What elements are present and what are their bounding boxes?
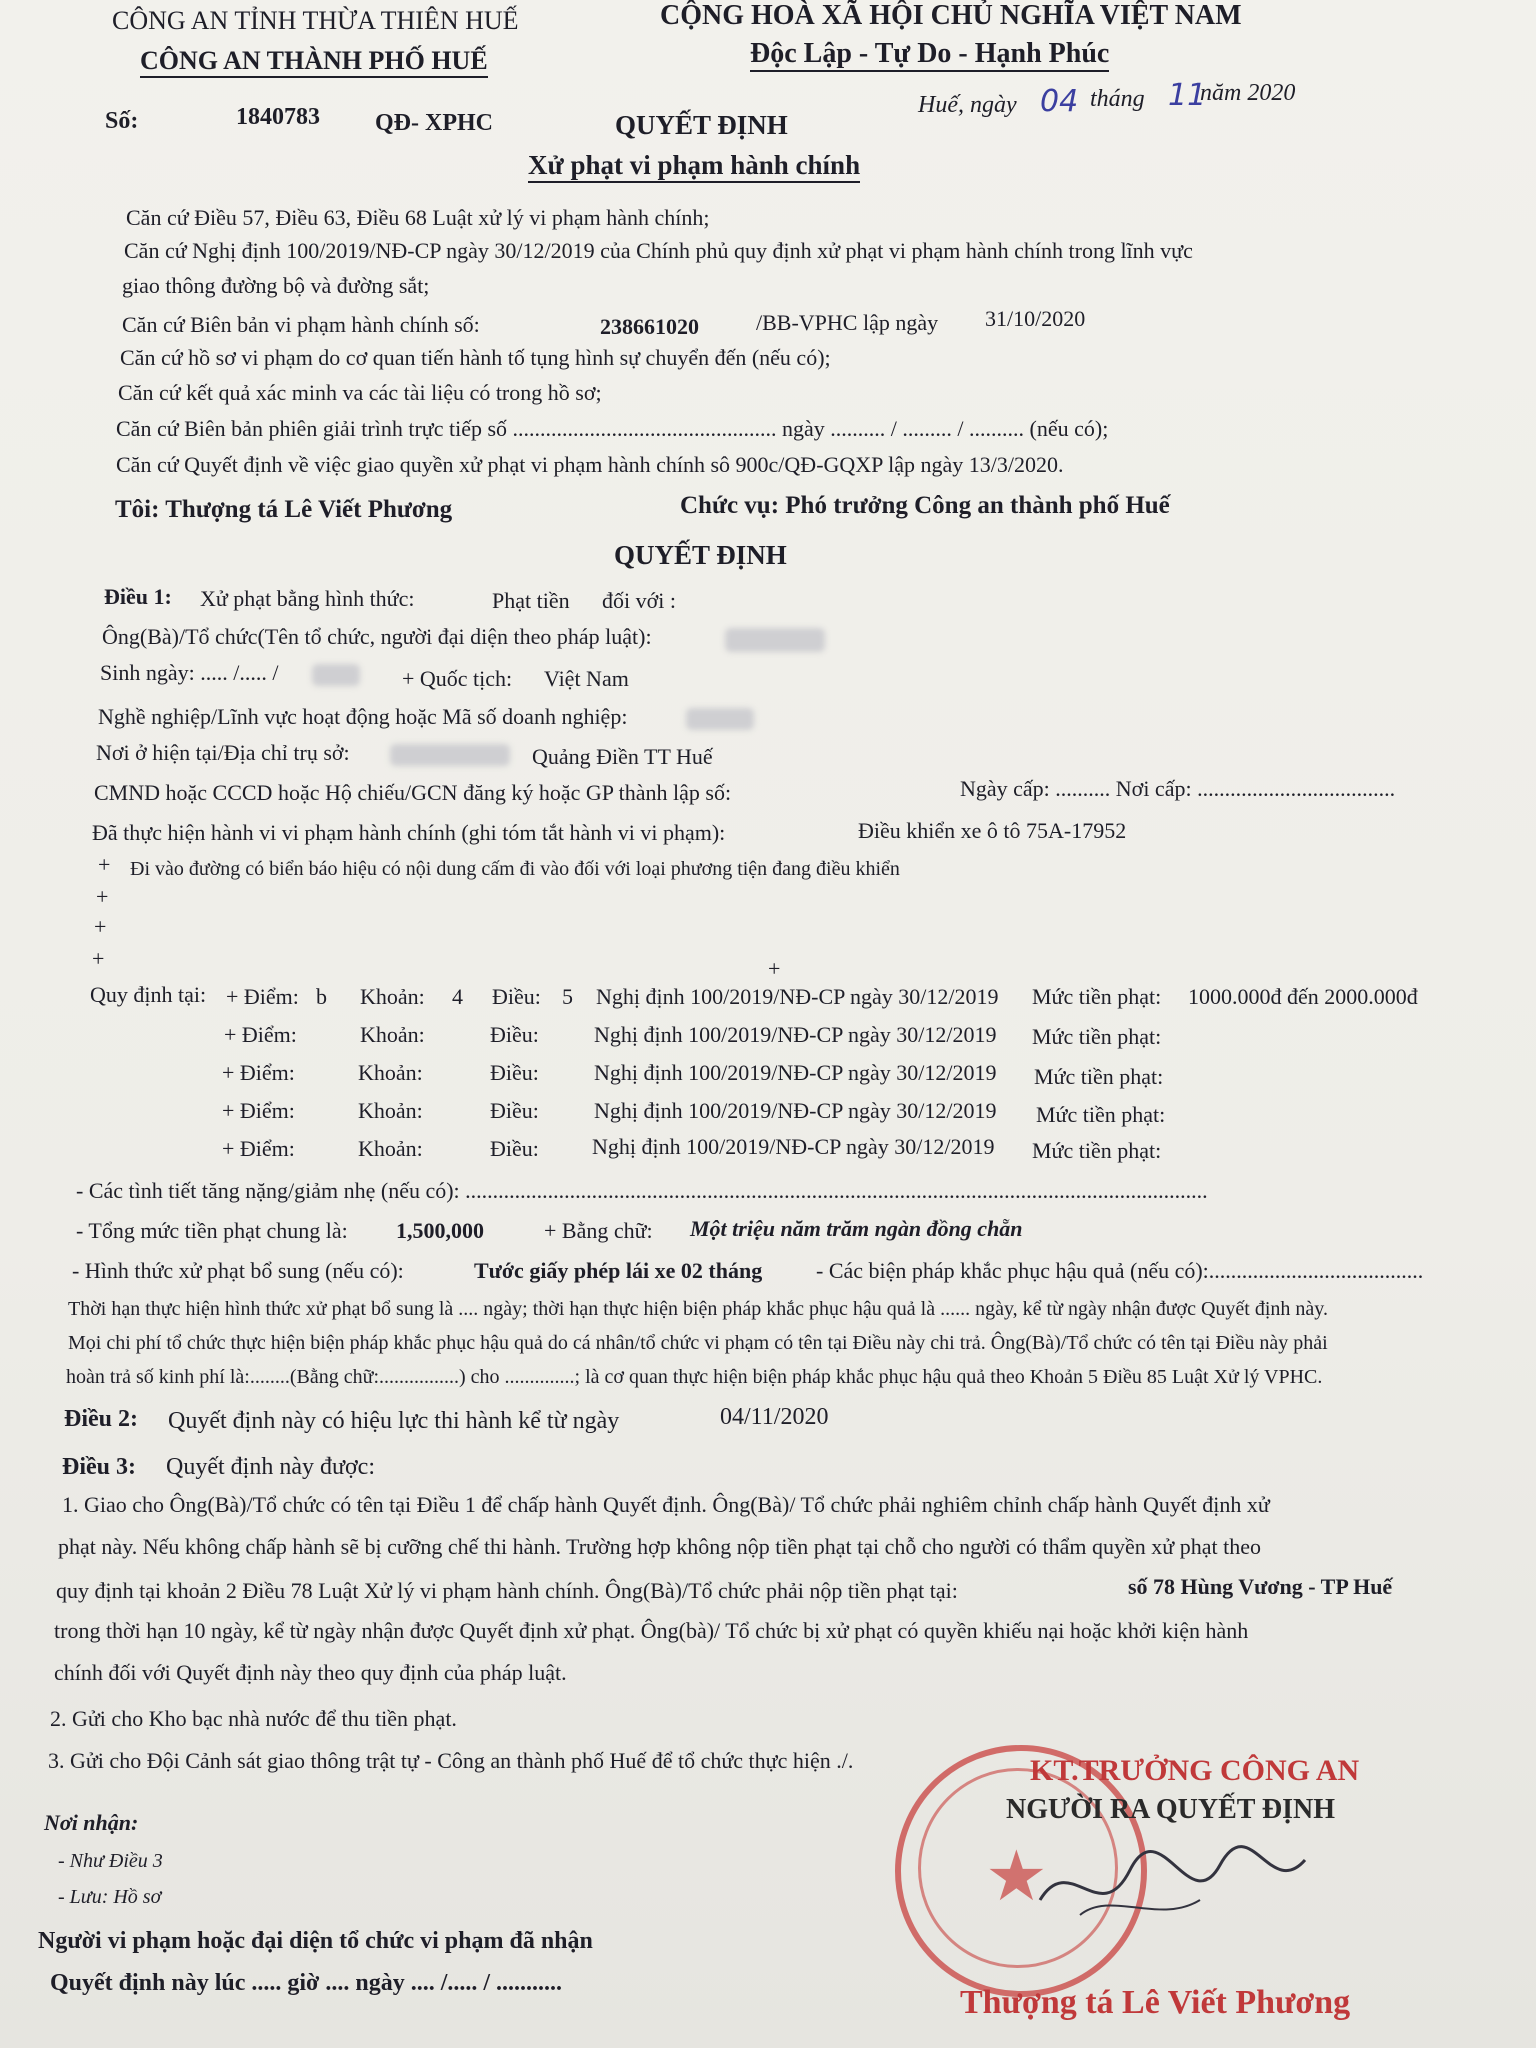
words-label: + Bằng chữ:: [544, 1218, 653, 1243]
remedy-line: - Các biện pháp khắc phục hậu quả (nếu có):.......................................: [816, 1258, 1424, 1283]
reg-decree: Nghị định 100/2019/NĐ-CP ngày 30/12/2019: [596, 984, 999, 1009]
violation-vehicle: Điều khiển xe ô tô 75A-17952: [858, 818, 1127, 843]
signer-name: Thượng tá Lê Viết Phương: [960, 1984, 1351, 2021]
signer-title-1: KT.TRƯỞNG CÔNG AN: [1030, 1754, 1360, 1787]
reg-row: [226, 984, 1466, 1020]
words-value: Một triệu năm trăm ngàn đồng chẵn: [690, 1216, 1023, 1241]
reg-dieu-label: Điều:: [490, 1098, 539, 1123]
date-day: 04: [1040, 84, 1079, 119]
date-month: 11: [1168, 78, 1207, 113]
reg-row: [222, 1060, 1462, 1096]
reg-khoan-label: Khoản:: [360, 984, 425, 1009]
country-name: CỘNG HOÀ XÃ HỘI CHỦ NGHĨA VIỆT NAM: [660, 0, 1242, 31]
term-line-3: hoàn trả số kinh phí là:........(Bằng chữ:................) cho ..............; là cơ quan thực hiện biện pháp khắc phục hậu quả theo Khoản 5 Điều 85 Luật Xử lý VPHC.: [66, 1366, 1323, 1388]
plus-3: +: [94, 914, 107, 939]
basis-5: Căn cứ kết quả xác minh va các tài liệu có trong hồ sơ;: [118, 380, 602, 405]
aggravating-line: - Các tình tiết tăng nặng/giảm nhẹ (nếu có): .......................................................................................................................................: [76, 1178, 1208, 1203]
extra-label: - Hình thức xử phạt bổ sung (nếu có):: [72, 1258, 404, 1283]
term-line-1: Thời hạn thực hiện hình thức xử phạt bổ sung là .... ngày; thời hạn thực hiện biện pháp khắc phục hậu quả là ...... ngày, kể từ ngày nhận được Quyết định này.: [68, 1298, 1328, 1320]
article1-label: Điều 1:: [104, 584, 172, 609]
redacted-dob: [312, 664, 360, 686]
total-value: 1,500,000: [396, 1218, 484, 1243]
reg-fine-label: Mức tiền phạt:: [1034, 1064, 1164, 1089]
signature-scribble: [1020, 1830, 1320, 1940]
article2-date: 04/11/2020: [720, 1404, 829, 1430]
basis-1: Căn cứ Điều 57, Điều 63, Điều 68 Luật xử lý vi phạm hành chính;: [126, 205, 710, 230]
reg-decree: Nghị định 100/2019/NĐ-CP ngày 30/12/2019: [592, 1134, 995, 1159]
payment-place: số 78 Hùng Vương - TP Huế: [1128, 1574, 1393, 1599]
extra-value: Tước giấy phép lái xe 02 tháng: [474, 1258, 763, 1283]
reg-diem-label: + Điểm:: [222, 1098, 295, 1123]
article3-p1-l5: chính đối với Quyết định này theo quy định của pháp luật.: [54, 1660, 567, 1685]
reg-khoan-label: Khoản:: [358, 1136, 423, 1161]
article2-label: Điều 2:: [64, 1406, 138, 1432]
nationality-value: Việt Nam: [544, 666, 629, 691]
reg-fine: 1000.000đ đến 2000.000đ: [1188, 984, 1418, 1009]
id-issue: Ngày cấp: .......... Nơi cấp: ....................................: [960, 776, 1396, 801]
reg-khoan-label: Khoản:: [360, 1022, 425, 1047]
article1-doi-voi: đối với :: [602, 588, 676, 613]
reg-decree: Nghị định 100/2019/NĐ-CP ngày 30/12/2019: [594, 1060, 997, 1085]
basis-3-date: 31/10/2020: [985, 306, 1086, 331]
reg-diem-label: + Điểm:: [222, 1060, 295, 1085]
plus-1: +: [98, 852, 111, 877]
article3-label: Điều 3:: [62, 1454, 136, 1480]
article2-text: Quyết định này có hiệu lực thi hành kể từ ngày: [168, 1408, 620, 1434]
date-month-label: tháng: [1090, 86, 1145, 112]
total-label: - Tổng mức tiền phạt chung là:: [76, 1218, 348, 1243]
recipient-2: - Lưu: Hồ sơ: [58, 1886, 162, 1908]
basis-3-rest: /BB-VPHC lập ngày: [756, 310, 939, 335]
nationality-label: + Quốc tịch:: [402, 666, 513, 691]
recipient-1: - Như Điều 3: [58, 1850, 163, 1872]
reg-row: [222, 1136, 1462, 1172]
reg-khoan-label: Khoản:: [358, 1098, 423, 1123]
recipients-label: Nơi nhận:: [44, 1810, 139, 1835]
reg-fine-label: Mức tiền phạt:: [1032, 1024, 1162, 1049]
doc-number-suffix: QĐ- XPHC: [375, 110, 493, 136]
reg-khoan-label: Khoản:: [358, 1060, 423, 1085]
plus-2: +: [96, 884, 109, 909]
decision-title: QUYẾT ĐỊNH: [614, 540, 787, 570]
doc-title: QUYẾT ĐỊNH: [615, 110, 788, 140]
acknowledge-line-2: Quyết định này lúc ..... giờ .... ngày .... /..... / ...........: [50, 1970, 563, 1996]
article3-text: Quyết định này được:: [166, 1454, 375, 1480]
doc-subtitle: Xử phạt vi phạm hành chính: [528, 150, 860, 183]
reg-diem: b: [316, 984, 327, 1009]
doc-number-label: Số:: [105, 108, 139, 134]
signer-title-2: NGƯỜI RA QUYẾT ĐỊNH: [1006, 1794, 1336, 1825]
basis-2b: giao thông đường bộ và đường sắt;: [122, 273, 430, 298]
date-prefix: Huế, ngày: [918, 92, 1017, 118]
article3-p1-l4: trong thời hạn 10 ngày, kể từ ngày nhận được Quyết định xử phạt. Ông(bà)/ Tổ chức bị xử phạt có quyền khiếu nại hoặc khởi kiện hành: [54, 1618, 1249, 1643]
officer-name: Tôi: Thượng tá Lê Viết Phương: [115, 496, 453, 523]
redacted-job: [686, 708, 754, 730]
article1-form: Phạt tiền: [492, 588, 570, 613]
article3-p1-l2: phạt này. Nếu không chấp hành sẽ bị cưỡng chế thi hành. Trường hợp không nộp tiền phạt tại chỗ cho người có thẩm quyền xử phạt theo: [58, 1534, 1261, 1559]
article1-text: Xử phạt bằng hình thức:: [200, 586, 415, 611]
term-line-2: Mọi chi phí tổ chức thực hiện biện pháp khắc phục hậu quả do cá nhân/tổ chức vi phạm có tên tại Điều này chi trả. Ông(Bà)/Tổ chức có tên tại Điều này phải: [68, 1332, 1328, 1354]
reg-dieu-label: Điều:: [492, 984, 541, 1009]
article3-p1-l1: 1. Giao cho Ông(Bà)/Tổ chức có tên tại Điều 1 để chấp hành Quyết định. Ông(Bà)/ Tổ chức phải nghiêm chỉnh chấp hành Quyết định xử: [62, 1492, 1270, 1517]
basis-3-number: 238661020: [600, 314, 699, 339]
basis-6: Căn cứ Biên bản phiên giải trình trực tiếp số ................................................ ngày .......... / ......... / .......... (nếu có);: [116, 416, 1109, 441]
seal-star-icon: ★: [985, 1835, 1048, 1917]
article3-p3: 3. Gửi cho Đội Cảnh sát giao thông trật tự - Công an thành phố Huế để tổ chức thực hiện ./.: [48, 1748, 854, 1773]
reg-dieu: 5: [562, 984, 573, 1009]
agency-name: CÔNG AN THÀNH PHỐ HUẾ: [140, 46, 488, 78]
article3-p1-l3: quy định tại khoản 2 Điều 78 Luật Xử lý vi phạm hành chính. Ông(Bà)/Tổ chức phải nộp tiền phạt tại:: [56, 1578, 958, 1603]
officer-position: Chức vụ: Phó trưởng Công an thành phố Huế: [680, 492, 1170, 519]
reg-row: [222, 1098, 1462, 1134]
person-label: Ông(Bà)/Tổ chức(Tên tổ chức, người đại diện theo pháp luật):: [102, 624, 652, 649]
reg-fine-label: Mức tiền phạt:: [1032, 984, 1162, 1009]
plus-5: +: [768, 956, 781, 981]
violation-label: Đã thực hiện hành vi vi phạm hành chính (ghi tóm tắt hành vi vi phạm):: [92, 820, 726, 845]
dob-label: Sinh ngày: ..... /..... /: [100, 660, 279, 685]
reg-dieu-label: Điều:: [490, 1022, 539, 1047]
plus-4: +: [92, 946, 105, 971]
basis-4: Căn cứ hồ sơ vi phạm do cơ quan tiến hành tố tụng hình sự chuyển đến (nếu có);: [120, 345, 831, 370]
id-label: CMND hoặc CCCD hoặc Hộ chiếu/GCN đăng ký hoặc GP thành lập số:: [94, 780, 732, 805]
reg-dieu-label: Điều:: [490, 1060, 539, 1085]
agency-parent: CÔNG AN TỈNH THỪA THIÊN HUẾ: [112, 6, 519, 35]
address-tail: Quảng Điền TT Huế: [532, 744, 713, 769]
article3-p2: 2. Gửi cho Kho bạc nhà nước để thu tiền phạt.: [50, 1706, 457, 1731]
job-label: Nghề nghiệp/Lĩnh vực hoạt động hoặc Mã số doanh nghiệp:: [98, 704, 628, 729]
acknowledge-line-1: Người vi phạm hoặc đại diện tổ chức vi phạm đã nhận: [38, 1928, 593, 1954]
basis-2: Căn cứ Nghị định 100/2019/NĐ-CP ngày 30/12/2019 của Chính phủ quy định xử phạt vi phạm hành chính trong lĩnh vực: [124, 238, 1193, 263]
violation-text: Đi vào đường có biển báo hiệu có nội dung cấm đi vào đối với loại phương tiện đang điều khiển: [130, 858, 900, 880]
redacted-address: [390, 744, 510, 766]
regs-label: Quy định tại:: [90, 982, 207, 1007]
reg-khoan: 4: [452, 984, 463, 1009]
basis-7: Căn cứ Quyết định về việc giao quyền xử phạt vi phạm hành chính sô 900c/QĐ-GQXP lập ngày 13/3/2020.: [116, 452, 1064, 477]
reg-diem-label: + Điểm:: [222, 1136, 295, 1161]
reg-diem-label: + Điểm:: [224, 1022, 297, 1047]
reg-diem-label: + Điểm:: [226, 984, 299, 1009]
address-label: Nơi ở hiện tại/Địa chỉ trụ sở:: [96, 740, 350, 765]
reg-row: [224, 1022, 1464, 1058]
reg-fine-label: Mức tiền phạt:: [1032, 1138, 1162, 1163]
country-motto: Độc Lập - Tự Do - Hạnh Phúc: [750, 38, 1109, 72]
doc-number: 1840783: [236, 104, 320, 130]
date-year: năm 2020: [1200, 80, 1296, 106]
basis-3: Căn cứ Biên bản vi phạm hành chính số:: [122, 312, 480, 337]
reg-decree: Nghị định 100/2019/NĐ-CP ngày 30/12/2019: [594, 1098, 997, 1123]
redacted-name: [725, 628, 825, 652]
reg-dieu-label: Điều:: [490, 1136, 539, 1161]
reg-fine-label: Mức tiền phạt:: [1036, 1102, 1166, 1127]
reg-decree: Nghị định 100/2019/NĐ-CP ngày 30/12/2019: [594, 1022, 997, 1047]
